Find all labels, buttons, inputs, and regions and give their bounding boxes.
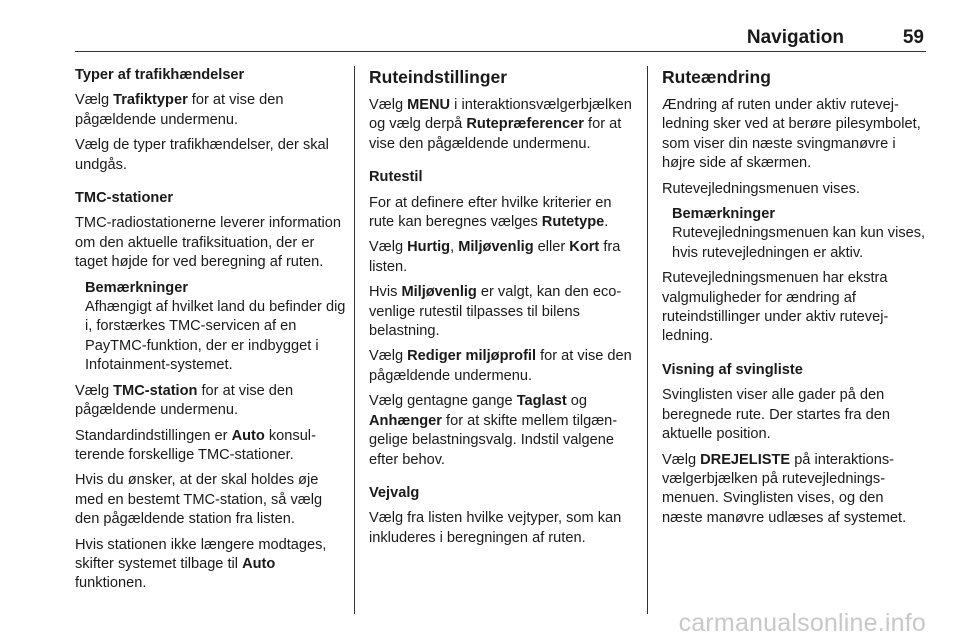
paragraph: Ændring af ruten under aktiv rutevejledning sker ved at berøre pilesymbolet, som viser din næste svingmanøvre i højre side af skærmen. <box>662 97 921 172</box>
note-body: Afhængigt af hvilket land du befinder dig i, forstærkes TMC-servicen af en PayTMC-funktion, der er indbygget i Infotainment-systemet. <box>85 299 346 374</box>
paragraph: Vælg MENU i interaktionsvælgerbjælken og vælg derpå Rutepræferencer for at vise den pågældende undermenu. <box>369 97 632 152</box>
paragraph: Vælg DREJELISTE på interaktionsvælgerbjælken på rutevejledningsmenuen. Svinglisten vises, og den næste manøvre udlæses af systemet. <box>662 451 907 526</box>
menu-term: DREJELISTE <box>700 451 791 468</box>
paragraph: Svinglisten viser alle gader på den beregnede rute. Der startes fra den aktuelle position. <box>662 387 890 443</box>
section-heading-svingliste: Visning af svingliste <box>662 361 803 378</box>
paragraph: For at definere efter hvilke kriterier en rute kan beregnes vælges Rutetype. <box>369 194 612 231</box>
chapter-title: Navigation <box>746 27 844 48</box>
menu-term: Taglast <box>516 393 567 410</box>
paragraph: Standardindstillingen er Auto konsulterende forskellige TMC-stationer. <box>75 427 316 463</box>
menu-term: Rutepræferencer <box>466 116 584 133</box>
note-box <box>85 279 347 376</box>
column-divider-1 <box>354 66 355 614</box>
menu-term: Hurtig <box>407 239 451 256</box>
note-body: Rutevejledningsmenuen kan kun vises, hvis rutevejledningen er aktiv. <box>672 225 926 261</box>
paragraph: Hvis du ønsker, at der skal holdes øje med en bestemt TMC-station, så vælg den pågældende station fra listen. <box>75 472 323 528</box>
menu-term: Rediger miljøprofil <box>407 348 537 365</box>
note-title: Bemærkninger <box>672 206 775 223</box>
menu-term: Auto <box>231 427 265 444</box>
menu-term: Miljøvenlig <box>458 239 534 256</box>
paragraph: Rutevejledningsmenuen vises. <box>662 180 860 197</box>
menu-term: Trafiktyper <box>113 92 188 109</box>
paragraph: TMC-radiostationerne leverer information om den aktuelle trafiksituation, der er taget højde for ved beregning af ruten. <box>75 215 342 271</box>
menu-term: Anhænger <box>369 412 442 429</box>
paragraph: Hvis Miljøvenlig er valgt, kan den eco-venlige rutestil tilpasses til bilens belastning. <box>369 284 622 340</box>
paragraph: Vælg Hurtig, Miljøvenlig eller Kort fra listen. <box>369 239 621 275</box>
menu-term: Rutetype <box>541 214 605 231</box>
column-2 <box>369 66 635 554</box>
note-title: Bemærkninger <box>85 279 188 296</box>
page-header <box>75 26 926 50</box>
paragraph: Vælg de typer trafikhændelser, der skal undgås. <box>75 137 329 173</box>
column-divider-2 <box>647 66 648 614</box>
menu-term: TMC-station <box>113 382 198 399</box>
paragraph: Vælg TMC-station for at vise den pågældende undermenu. <box>75 382 294 419</box>
paragraph: Vælg Rediger miljøprofil for at vise den pågældende undermenu. <box>369 348 632 384</box>
section-heading-trafik: Typer af trafikhændelser <box>75 67 245 83</box>
paragraph: Vælg Trafiktyper for at vise den pågældende undermenu. <box>75 92 284 128</box>
paragraph: Rutevejledningsmenuen har ekstra valgmuligheder for ændring af ruteindstillinger under aktiv rutevejledning. <box>662 270 889 345</box>
column-1 <box>75 66 347 600</box>
paragraph: Vælg fra listen hvilke vejtyper, som kan inkluderes i beregningen af ruten. <box>369 510 622 546</box>
paragraph: Vælg gentagne gange Taglast og Anhænger for at skifte mellem tilgængelige belastningsvalg. Indstil valgene efter behov. <box>369 393 618 468</box>
page-number: 59 <box>902 27 924 48</box>
menu-term: Auto <box>242 555 276 572</box>
header-rule <box>75 51 926 52</box>
section-title-ruteaendring: Ruteændring <box>662 67 771 87</box>
menu-term: MENU <box>407 97 451 113</box>
paragraph: Hvis stationen ikke længere modtages, skifter systemet tilbage til Auto funktionen. <box>75 536 327 592</box>
section-title-ruteindstillinger: Ruteindstillinger <box>369 67 508 87</box>
watermark-text: carmanualsonline.info <box>678 609 926 637</box>
column-3 <box>662 66 926 534</box>
menu-term: Kort <box>569 239 600 256</box>
section-heading-vejvalg: Vejvalg <box>369 484 420 501</box>
section-heading-rutestil: Rutestil <box>369 169 423 186</box>
menu-term: Miljøvenlig <box>401 284 477 301</box>
section-heading-tmc: TMC-stationer <box>75 190 174 207</box>
note-box <box>672 205 926 263</box>
